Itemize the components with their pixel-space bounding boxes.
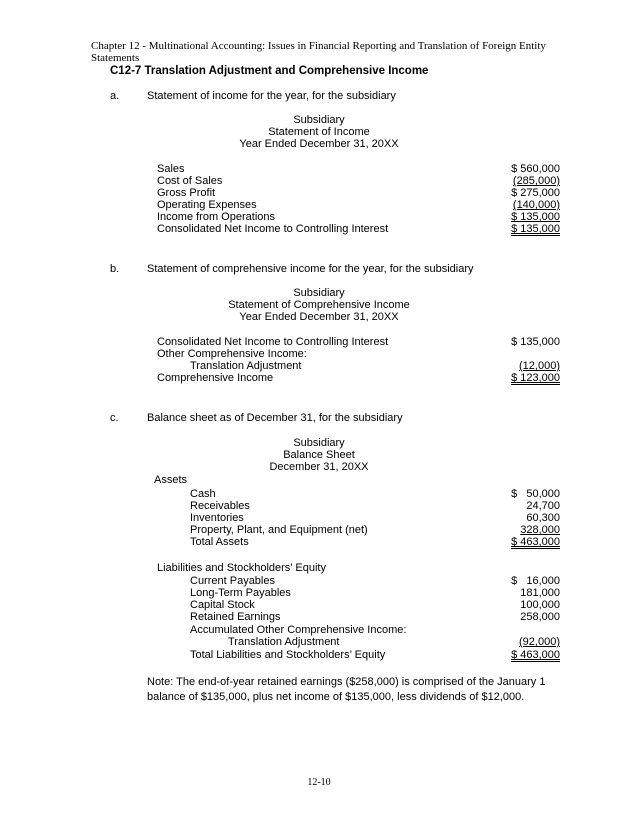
income-row-label: Gross Profit (157, 187, 216, 199)
part-a-description: Statement of income for the year, for the subsidiary (147, 90, 396, 102)
asset-row-label: Cash (190, 488, 216, 500)
liability-row-amount: (92,000) (519, 636, 560, 648)
liability-row-label: Capital Stock (190, 599, 255, 611)
chapter-header: Chapter 12 - Multinational Accounting: Issues in Financial Reporting and Translation of Foreign Entity Statements (91, 40, 546, 64)
asset-row-amount: 328,000 (520, 524, 560, 536)
comprehensive-row-amount: $ 135,000 (511, 336, 560, 348)
assets-label: Assets (154, 474, 188, 486)
asset-row-label: Inventories (190, 512, 244, 524)
comprehensive-row-label: Translation Adjustment (190, 360, 302, 372)
income-row-amount: (285,000) (512, 175, 560, 187)
asset-row-amount: $ 50,000 (511, 488, 560, 500)
problem-title: C12-7 Translation Adjustment and Comprehensive Income (110, 65, 429, 77)
liability-row-label: Total Liabilities and Stockholders’ Equity (190, 649, 386, 661)
part-b-heading-entity: Subsidiary (293, 287, 345, 299)
part-c-heading-period: December 31, 20XX (269, 461, 369, 473)
asset-row-amount: 60,300 (526, 512, 560, 524)
income-row-amount: $ 135,000 (511, 223, 560, 235)
asset-row-amount: $ 463,000 (511, 536, 560, 548)
part-a-heading-entity: Subsidiary (293, 114, 345, 126)
liability-row-amount: 181,000 (520, 587, 560, 599)
asset-row-amount: 24,700 (526, 500, 560, 512)
income-row-label: Sales (157, 163, 185, 175)
liability-row-label: Long-Term Payables (190, 587, 291, 599)
income-row-amount: $ 275,000 (511, 187, 560, 199)
part-b-heading-period: Year Ended December 31, 20XX (239, 311, 399, 323)
part-a-letter: a. (110, 90, 120, 102)
asset-row-label: Total Assets (190, 536, 249, 548)
part-c-heading-statement: Balance Sheet (283, 449, 355, 461)
income-row-amount: $ 135,000 (511, 211, 560, 223)
liability-row-label: Translation Adjustment (228, 636, 340, 648)
liability-row-amount: 258,000 (520, 611, 560, 623)
income-row-label: Cost of Sales (157, 175, 223, 187)
comprehensive-row-label: Other Comprehensive Income: (157, 348, 307, 360)
liability-row-label: Accumulated Other Comprehensive Income: (190, 624, 407, 636)
liabilities-equity-label: Liabilities and Stockholders’ Equity (157, 562, 326, 574)
asset-row-label: Property, Plant, and Equipment (net) (190, 524, 368, 536)
income-row-amount: (140,000) (512, 199, 560, 211)
part-b-letter: b. (110, 263, 120, 275)
liability-row-label: Retained Earnings (190, 611, 281, 623)
part-c-letter: c. (110, 412, 119, 424)
asset-row-label: Receivables (190, 500, 250, 512)
part-b-heading-statement: Statement of Comprehensive Income (228, 299, 410, 311)
part-c-description: Balance sheet as of December 31, for the subsidiary (147, 412, 403, 424)
comprehensive-row-label: Comprehensive Income (157, 372, 274, 384)
income-row-label: Income from Operations (157, 211, 275, 223)
part-b-description: Statement of comprehensive income for the year, for the subsidiary (147, 263, 474, 275)
income-row-label: Consolidated Net Income to Controlling Interest (157, 223, 389, 235)
comprehensive-row-amount: $ 123,000 (511, 372, 560, 384)
liability-row-label: Current Payables (190, 575, 275, 587)
liability-row-amount: 100,000 (520, 599, 560, 611)
retained-earnings-note: Note: The end-of-year retained earnings ($258,000) is comprised of the January 1 balance of $135,000, plus net income of $135,000, less dividends of $12,000. (147, 676, 546, 703)
income-row-label: Operating Expenses (157, 199, 257, 211)
part-c-heading-entity: Subsidiary (293, 437, 345, 449)
liability-row-amount: $ 463,000 (511, 649, 560, 661)
liability-row-amount: $ 16,000 (511, 575, 560, 587)
comprehensive-row-amount: (12,000) (519, 360, 560, 372)
income-row-amount: $ 560,000 (511, 163, 560, 175)
part-a-heading-period: Year Ended December 31, 20XX (239, 138, 399, 150)
page-number: 12-10 (307, 777, 331, 788)
part-a-heading-statement: Statement of Income (268, 126, 370, 138)
comprehensive-row-label: Consolidated Net Income to Controlling Interest (157, 336, 389, 348)
